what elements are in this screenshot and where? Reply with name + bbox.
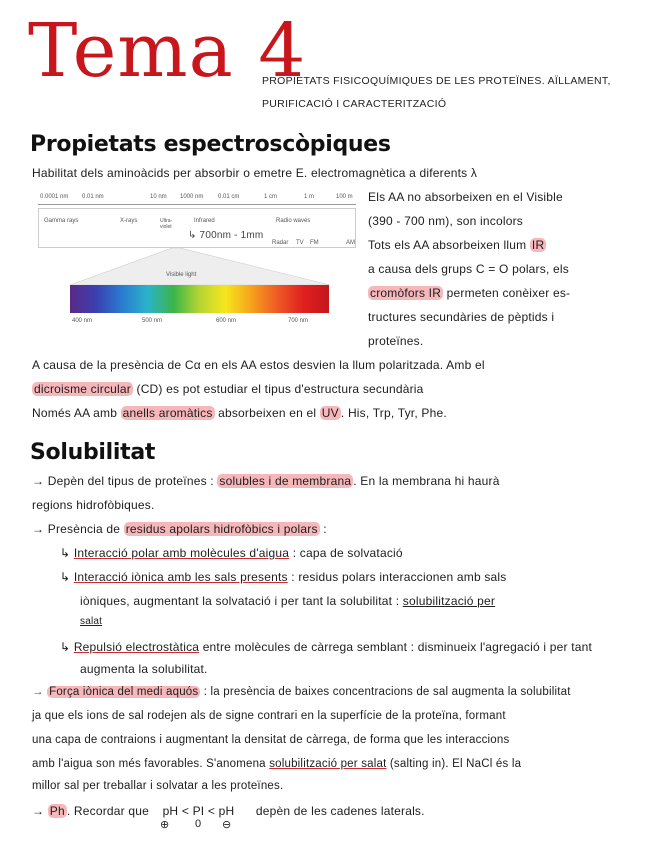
salting-term-2: salat	[80, 616, 103, 627]
sol-line-2: regions hidrofòbiques.	[32, 498, 155, 512]
radio-sub: Radar	[272, 240, 289, 246]
ph-equation: pH < PI < pH	[162, 804, 235, 818]
nm-label: 500 nm	[142, 318, 163, 324]
visible-rainbow	[70, 285, 329, 313]
right-line-text: permeten conèixer es-	[446, 286, 571, 300]
force-text: (salting in). El NaCl és la	[389, 758, 522, 770]
ph-highlight: Ph	[49, 804, 65, 818]
ph-text: . Recordar que	[66, 804, 150, 818]
band-uv: Ultra-violet	[160, 218, 173, 230]
right-line: a causa dels grups C = O polars, els	[368, 262, 569, 276]
para-aromatic	[32, 406, 447, 420]
subtitle-line-1: PROPIETATS FISICOQUÍMIQUES DE LES PROTEÏNES. AÏLLAMENT,	[262, 75, 611, 87]
force-line-4	[32, 758, 521, 770]
force-text: : la presència de baixes concentracions de sal augmenta la solubilitat	[203, 686, 571, 698]
sub-point-ionic-3	[80, 616, 102, 627]
sub-point-text: iòniques, augmentant la solvatació i per tant la solubilitat :	[80, 594, 400, 608]
scale-label: 1000 nm	[180, 194, 204, 200]
arrow-icon: →	[32, 686, 44, 698]
ph-sign-zero: 0	[195, 818, 202, 830]
scale-label: 0.01 nm	[82, 194, 104, 200]
sub-point-ionic-2	[80, 594, 495, 608]
band-xray: X-rays	[120, 218, 138, 224]
scale-axis	[38, 204, 356, 205]
dicroisme-highlight: dicroisme circular	[34, 382, 131, 396]
para-text: . His, Trp, Tyr, Phe.	[340, 406, 447, 420]
salting-term: solubilització per	[402, 594, 496, 608]
sol-text: → Depèn del tipus de proteïnes :	[32, 474, 214, 488]
section-heading-spectroscopic: Propietats espectroscòpiques	[30, 132, 391, 157]
radio-sub: FM	[310, 240, 319, 246]
solubles-highlight: solubles i de membrana	[219, 474, 352, 488]
radio-sub: TV	[296, 240, 304, 246]
scale-label: 0.01 cm	[218, 194, 240, 200]
sub-point-repulsion-2: augmenta la solubilitat.	[80, 662, 208, 676]
sub-point-ionic	[60, 570, 507, 584]
section-heading-solubility: Solubilitat	[30, 440, 156, 465]
scale-label: 10 nm	[150, 194, 167, 200]
right-line: Els AA no absorbeixen en el Visible	[368, 190, 563, 204]
arrow-icon: ↳	[60, 570, 71, 584]
ph-line	[32, 804, 425, 818]
sol-text: → Presència de	[32, 522, 121, 536]
em-spectrum-figure	[38, 192, 358, 338]
residus-highlight: residus apolars hidrofòbics i polars	[125, 522, 318, 536]
band-gamma: Gamma rays	[44, 218, 79, 224]
right-line	[368, 238, 546, 252]
page-title: Tema 4	[28, 8, 307, 94]
sub-point-text: : residus polars interaccionen amb sals	[291, 570, 507, 584]
band-radio: Radio waves	[276, 218, 311, 224]
sol-text: . En la membrana hi haurà	[353, 474, 500, 488]
right-line: tructures secundàries de pèptids i	[368, 310, 555, 324]
ir-highlight: IR	[531, 238, 545, 252]
ph-sign-plus: ⊕	[160, 819, 170, 831]
visible-fan	[38, 248, 358, 288]
force-line-5: millor sal per treballar i solvatar a les proteïnes.	[32, 780, 284, 792]
ir-note: ↳ 700nm - 1mm	[188, 230, 264, 241]
force-line-3: una capa de contraions i augmentant la densitat de càrrega, de forma que les interaccions	[32, 734, 510, 746]
sub-point-title: Interacció iònica amb les sals presents	[73, 570, 288, 584]
scale-label: 100 m	[336, 194, 353, 200]
band-infrared: Infrared	[194, 218, 215, 224]
para-cd-2	[32, 382, 424, 396]
sol-text: :	[323, 522, 327, 536]
nm-label: 700 nm	[288, 318, 309, 324]
para-text: Només AA amb	[32, 406, 118, 420]
arrow-icon: ↳	[60, 640, 71, 654]
para-text: (CD) es pot estudiar el tipus d'estructura secundària	[136, 382, 424, 396]
ph-text: depèn de les cadenes laterals.	[255, 804, 425, 818]
right-line: proteïnes.	[368, 334, 424, 348]
para-text: absorbeixen en el	[218, 406, 317, 420]
nm-label: 600 nm	[216, 318, 237, 324]
sol-line-3	[32, 522, 327, 536]
radio-sub: AM	[346, 240, 355, 246]
force-line-1	[32, 686, 571, 698]
sub-point-title: Interacció polar amb molècules d'aigua	[73, 546, 290, 560]
force-text: amb l'aigua son més favorables. S'anomena	[32, 758, 266, 770]
sub-point-repulsion	[60, 640, 592, 654]
force-line-2: ja que els ions de sal rodejen als de signe contrari en la superfície de la proteïna, formant	[32, 710, 506, 722]
right-line	[368, 286, 570, 300]
para-cd-1: A causa de la presència de Cα en els AA estos desvien la llum polaritzada. Amb el	[32, 358, 485, 372]
page-subtitle	[262, 70, 611, 116]
ph-sign-minus: ⊖	[222, 819, 232, 831]
sub-point-text: : capa de solvatació	[292, 546, 403, 560]
scale-label: 1 cm	[264, 194, 278, 200]
arrow-icon: ↳	[60, 546, 71, 560]
subtitle-line-2: PURIFICACIÓ I CARACTERITZACIÓ	[262, 98, 447, 110]
uv-highlight: UV	[321, 406, 339, 420]
visible-label: Visible light	[166, 272, 197, 278]
scale-label: 1 m	[304, 194, 315, 200]
cromofors-highlight: cromòfors IR	[370, 286, 442, 300]
nm-label: 400 nm	[72, 318, 93, 324]
sub-point-polar	[60, 546, 403, 560]
spectro-intro: Habilitat dels aminoàcids per absorbir o emetre E. electromagnètica a diferents λ	[32, 166, 478, 180]
arrow-icon: →	[32, 804, 45, 818]
sub-point-title: Repulsió electrostàtica	[73, 640, 200, 654]
bands-box	[38, 208, 356, 248]
sub-point-text: entre molècules de càrrega semblant : disminueix l'agregació i per tant	[202, 640, 593, 654]
right-line: (390 - 700 nm), son incolors	[368, 214, 524, 228]
forca-highlight: Força iònica del medi aquós	[49, 686, 199, 698]
anells-highlight: anells aromàtics	[122, 406, 213, 420]
sol-line-1	[32, 474, 500, 488]
salting-in-term: solubilització per salat	[269, 758, 387, 770]
scale-label: 0.0001 nm	[40, 194, 69, 200]
right-line-text: Tots els AA absorbeixen llum	[368, 238, 527, 252]
